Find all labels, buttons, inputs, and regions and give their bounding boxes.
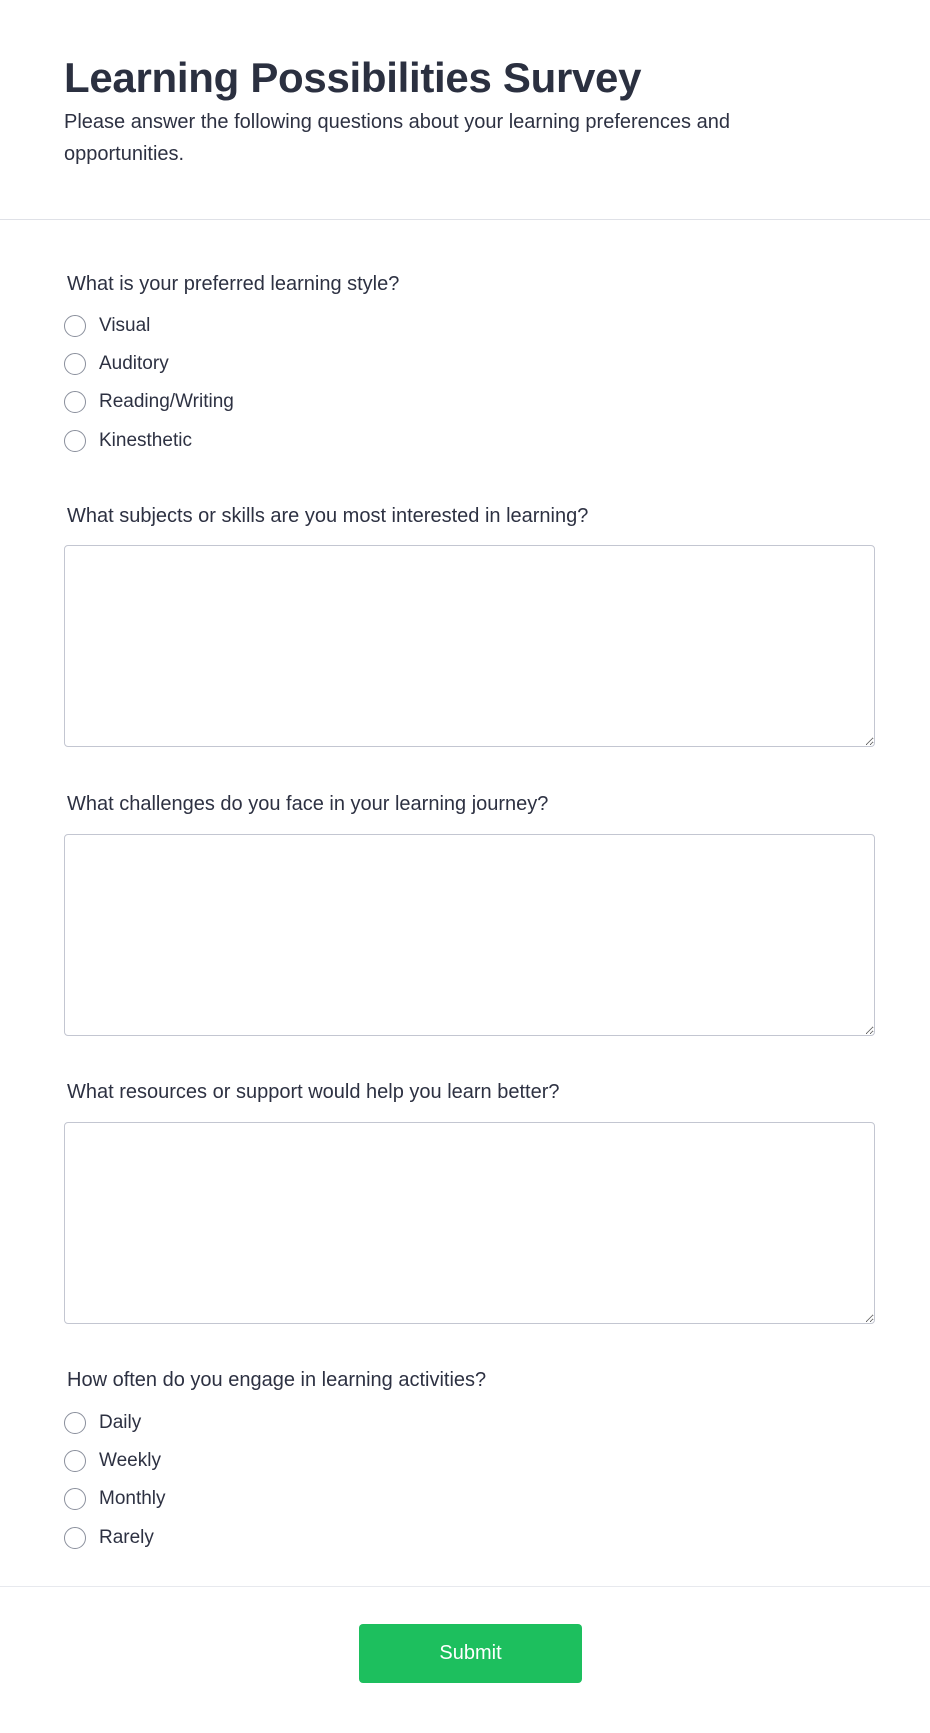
radio-option-kinesthetic[interactable]	[64, 426, 192, 456]
interests-textarea[interactable]	[64, 545, 875, 747]
page-title: Learning Possibilities Survey	[64, 54, 642, 101]
question-learning-style-label: What is your preferred learning style?	[67, 273, 400, 295]
resources-textarea[interactable]	[64, 1122, 875, 1324]
radio-option-monthly[interactable]	[64, 1484, 166, 1514]
radio-option-weekly[interactable]	[64, 1446, 161, 1476]
radio-option-daily[interactable]	[64, 1408, 141, 1438]
radio-button[interactable]	[64, 1450, 86, 1472]
radio-label: Rarely	[99, 1527, 154, 1548]
radio-label: Auditory	[99, 353, 169, 374]
footer-divider	[0, 1586, 930, 1587]
radio-button[interactable]	[64, 1412, 86, 1434]
radio-button[interactable]	[64, 1527, 86, 1549]
radio-label: Visual	[99, 315, 151, 336]
page-subtitle: Please answer the following questions about your learning preferences and opportunities.	[64, 111, 730, 165]
survey-header	[0, 0, 930, 220]
radio-label: Kinesthetic	[99, 430, 192, 451]
radio-button[interactable]	[64, 391, 86, 413]
radio-button[interactable]	[64, 315, 86, 337]
question-resources-label: What resources or support would help you learn better?	[67, 1081, 560, 1103]
submit-button[interactable]: Submit	[359, 1624, 582, 1683]
challenges-textarea[interactable]	[64, 834, 875, 1036]
question-frequency-label: How often do you engage in learning activities?	[67, 1369, 487, 1391]
radio-button[interactable]	[64, 353, 86, 375]
radio-button[interactable]	[64, 1488, 86, 1510]
radio-option-reading-writing[interactable]	[64, 387, 234, 417]
radio-label: Reading/Writing	[99, 391, 234, 412]
radio-option-rarely[interactable]	[64, 1523, 154, 1553]
question-challenges-label: What challenges do you face in your learning journey?	[67, 793, 549, 815]
radio-option-auditory[interactable]	[64, 349, 169, 379]
radio-label: Weekly	[99, 1450, 161, 1471]
radio-label: Daily	[99, 1412, 142, 1433]
radio-button[interactable]	[64, 430, 86, 452]
radio-option-visual[interactable]	[64, 311, 150, 341]
question-interests-label: What subjects or skills are you most interested in learning?	[67, 505, 589, 527]
radio-label: Monthly	[99, 1488, 166, 1509]
